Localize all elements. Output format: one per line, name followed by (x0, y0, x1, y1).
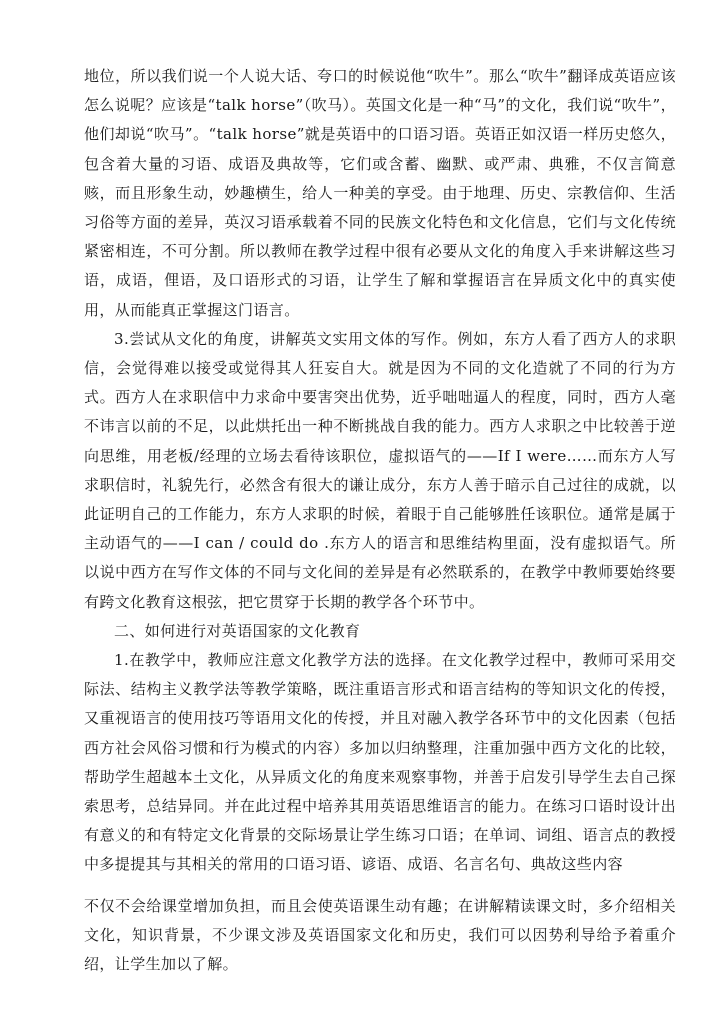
section-heading-cultural-education: 二、如何进行对英语国家的文化教育 (114, 621, 361, 640)
document-page (84, 62, 676, 979)
paragraph-practical-writing: 3.尝试从文化的角度，讲解英文实用文体的写作。例如，东方人看了西方人的求职信，会觉得难以接受或觉得其人狂妄自大。就是因为不同的文化造就了不同的行为方式。西方人在求职信中力求命中要害突出优势，近乎咄咄逼人的程度，同时，西方人毫不讳言以前的不足，以此烘托出一种不断挑战自我的能力。西方人求职之中比较善于逆向思维，用老板/经理的立场去看待该职位，虚拟语气的——If I were……而东方人写求职信时，礼貌先行，必然含有很大的谦让成分，东方人善于暗示自己过往的成就，以此证明自己的工作能力，东方人求职的时候，着眼于自己能够胜任该职位。通常是属于主动语气的——I can / could do .东方人的语言和思维结构里面，没有虚拟语气。所以说中西方在写作文体的不同与文化间的差异是有必然联系的，在教学中教师要始终要有跨文化教育这根弦，把它贯穿于长期的教学各个环节中。 (84, 329, 676, 611)
paragraph-reading-lessons: 不仅不会给课堂增加负担，而且会使英语课生动有趣；在讲解精读课文时，多介绍相关文化，知识背景，不少课文涉及英语国家文化和历史，我们可以因势利导给予着重介绍，让学生加以了解。 (84, 896, 676, 974)
paragraph-teaching-methods: 1.在教学中，教师应注意文化教学方法的选择。在文化教学过程中，教师可采用交际法、结构主义教学法等教学策略，既注重语言形式和语言结构的等知识文化的传授，又重视语言的使用技巧等语用文化的传授，并且对融入教学各环节中的文化因素（包括西方社会风俗习惯和行为模式的内容）多加以归纳整理，注重加强中西方文化的比较，帮助学生超越本土文化，从异质文化的角度来观察事物，并善于启发引导学生去自己探索思考，总结异同。并在此过程中培养其用英语思维语言的能力。在练习口语时设计出有意义的和有特定文化背景的交际场景让学生练习口语；在单词、词组、语言点的教授中多提提其与其相关的常用的口语习语、谚语、成语、名言名句、典故这些内容 (84, 651, 676, 874)
paragraph-continued-idioms: 地位，所以我们说一个人说大话、夸口的时候说他“吹牛”。那么“吹牛”翻译成英语应该怎么说呢？应该是“talk horse”（吹马）。英国文化是一种“马”的文化，我们说“吹牛”，他们却说“吹马”。“talk horse”就是英语中的口语习语。英语正如汉语一样历史悠久，包含着大量的习语、成语及典故等，它们或含蓄、幽默、或严肃、典雅，不仅言简意赅，而且形象生动，妙趣横生，给人一种美的享受。由于地理、历史、宗教信仰、生活习俗等方面的差异，英汉习语承载着不同的民族文化特色和文化信息，它们与文化传统紧密相连，不可分割。所以教师在教学过程中很有必要从文化的角度入手来讲解这些习语，成语，俚语，及口语形式的习语，让学生了解和掌握语言在异质文化中的真实使用，从而能真正掌握这门语言。 (84, 67, 676, 319)
